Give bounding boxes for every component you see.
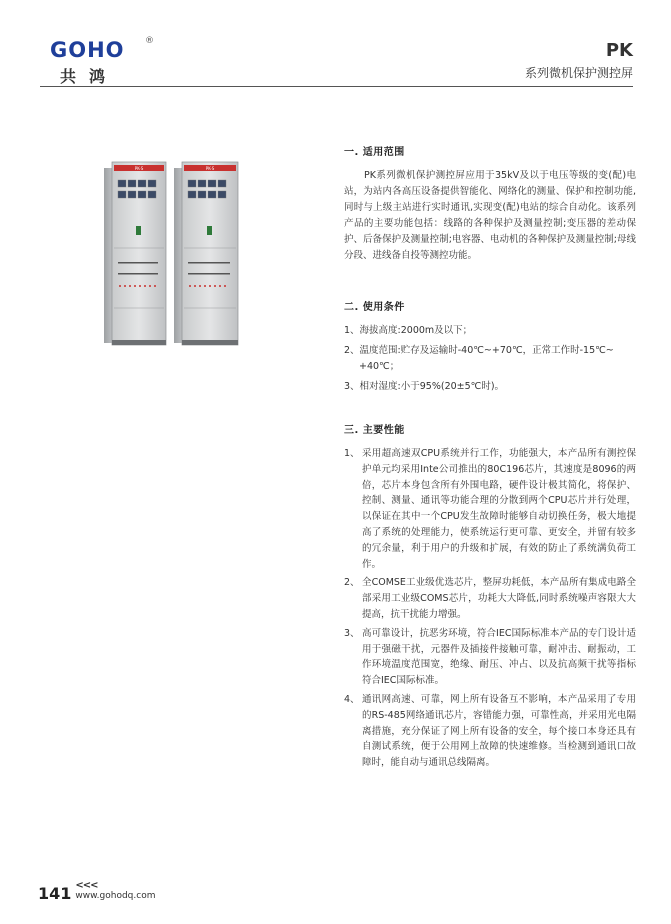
item-number: 3、 [344, 627, 360, 639]
item-number: 1、 [344, 448, 360, 459]
cabinet-left [104, 162, 166, 345]
header-divider [40, 86, 633, 87]
list-item [344, 343, 636, 375]
section-scope [344, 143, 636, 264]
item-text: 相对湿度:小于95%(20±5℃时)。 [359, 381, 505, 392]
footer-links [75, 880, 155, 901]
item-text: 采用超高速双CPU系统并行工作，功能强大，本产品所有测控保护单元均采用Inte公司推出的80C196芯片，其速度是8096的两倍，芯片本身包含所有外围电路，硬件设计极其简化，将保护、控制、测量、通讯等功能合理的分散到两个CPU芯片并行处理，以保证在其中一个CPU发生故障时能够自动切换任务，极大地提高了系统的处理能力，使系统运行更可靠、更安全，并留有较多的冗余量，利于用户的升级和扩展，有效的防止了系统满负荷工作。 [362, 448, 636, 570]
item-number: 4、 [344, 693, 360, 705]
list-item [344, 626, 636, 689]
logo-chinese: 共鸿 [60, 67, 119, 86]
item-text: 温度范围:贮存及运输时-40℃~+70℃，正常工作时-15℃~ [359, 345, 614, 356]
item-text: 海拔高度:2000m及以下； [359, 325, 473, 336]
item-number: 1、 [344, 325, 360, 336]
cabinet-right [174, 162, 238, 345]
list-item [344, 575, 636, 622]
product-photo [100, 158, 250, 353]
section-heading: 二. 使用条件 [344, 302, 405, 313]
list-item [344, 692, 636, 771]
item-number: 3、 [344, 381, 360, 392]
list-item [344, 323, 636, 339]
company-logo [50, 36, 154, 86]
item-text: 通讯网高速、可靠，网上所有设备互不影响，本产品采用了专用的RS-485网络通讯芯片，容错能力强，可靠性高，并采用光电隔离措施，充分保证了网上所有设备的安全，每个接口本身还具有自测试系统，便于公用网上故障的快速维修。当检测到通讯口故障时，能自动与通讯总线隔离。 [362, 693, 636, 769]
item-number: 2、 [344, 577, 360, 589]
content-column [344, 143, 636, 774]
item-text: 高可靠设计，抗恶劣环境，符合IEC国际标准本产品的专门设计适用于强磁干扰，元器件及插接件接触可靠，耐冲击、耐振动，工作环境温度范围宽，绝缘、耐压、冲占、以及抗高频干扰等指标符合IEC国际标准。 [362, 627, 636, 687]
page-footer [38, 880, 156, 905]
list-item [344, 446, 636, 572]
section-heading: 三. 主要性能 [344, 425, 405, 436]
item-text-continued: +40℃； [359, 361, 400, 372]
logo-text: GOHO [50, 38, 125, 62]
section-conditions [344, 298, 636, 395]
section-heading: 一. 适用范围 [344, 147, 405, 158]
chevrons-icon: <<< [75, 880, 98, 891]
item-text: 全COMSE工业级优选芯片，整屏功耗低，本产品所有集成电路全部采用工业级COMS芯片，功耗大大降低,同时系统噪声容限大大提高，抗干扰能力增强。 [362, 577, 636, 620]
registered-mark: ® [145, 36, 154, 46]
section-performance [344, 421, 636, 771]
series-code: PK [605, 40, 633, 61]
section-body: PK系列微机保护测控屏应用于35kV及以于电压等级的变(配)电站，为站内各高压设备提供智能化、网络化的测量、保护和控制功能,同时与上级主站进行实时通讯,实现变(配)电站的综合自动化。该系列产品的主要功能包括：线路的各种保护及测量控制;变压器的差动保护、后备保护及测量控制;电容器、电动机的各种保护及测量控制;母线分段、进线备自投等测控功能。 [344, 170, 636, 261]
svg-text:PK-S: PK-S [134, 166, 144, 171]
page-number: 141 [38, 884, 72, 903]
svg-text:PK-S: PK-S [205, 166, 215, 171]
website-link[interactable]: www.gohodq.com [75, 891, 156, 901]
series-title: 系列微机保护测控屏 [524, 66, 633, 80]
list-item [344, 379, 636, 395]
item-number: 2、 [344, 345, 360, 356]
